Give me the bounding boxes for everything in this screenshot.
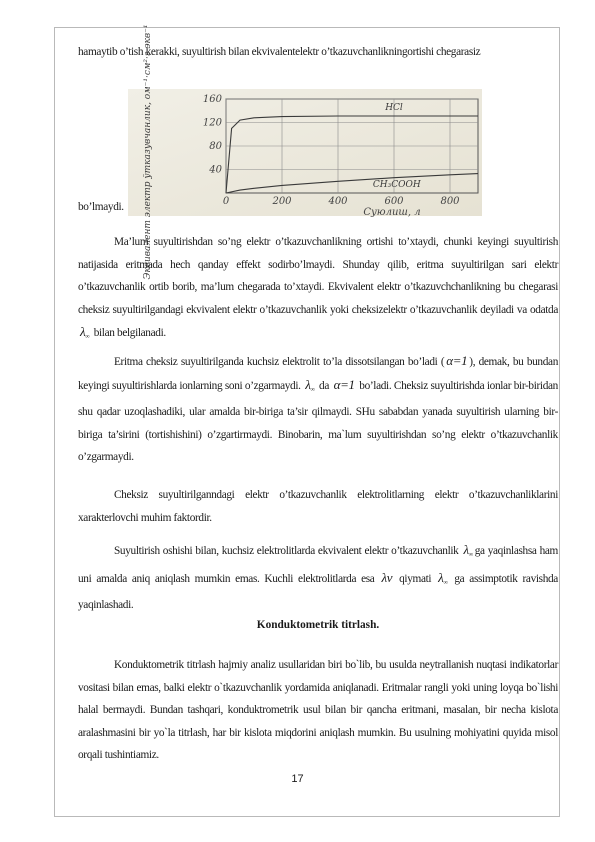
paragraph-4 [78,539,558,617]
lambda-infinity-symbol: $\lambda_\infty$ [438,569,448,586]
paragraph-text: Cheksiz suyultirilganndagi elektr o’tkazuvchanlik elektrolitlarning elektr o’tkazuvchanliklarini xarakterlovchi muhim faktordir. [78,489,558,524]
paragraph-2 [78,350,558,469]
paragraph-1 [78,231,558,349]
section-heading: Konduktometrik titrlash. [256,619,380,631]
series-label-hcl: HCl [385,103,403,114]
paragraph-5 [78,654,558,767]
lambda-v-symbol: λv [381,569,393,585]
paragraph-text: ga assimptotik ravishda yaqinlashadi. [78,572,558,611]
paragraph-text: Suyultirish oshishi bilan, kuchsiz elektrolitlarda ekvivalent elektr o’tkazuvchanlik [114,545,459,557]
paragraph-intro-end [78,196,558,219]
series-label-acetic-acid: CH₃COOH [372,180,421,191]
x-axis-label: Суюлиш, л [363,207,421,218]
paragraph-text: ), demak, bu bundan keyingi suyultirishlarda ionlarning soni o’zgarmaydi. [78,356,558,392]
page-number: 17 [291,773,304,785]
y-tick-label: 120 [202,117,222,129]
lambda-infinity-symbol: $\lambda_\infty$ [80,324,90,340]
x-tick-label: 600 [384,196,404,207]
paragraph-text: bilan belgilanadi. [93,327,166,339]
paragraph-text: qiymati [399,572,432,585]
paragraph-text: ga yaqinlashsa ham uni amalda aniq aniqlash mumkin emas. Kuchli elektrolitlarda esa [78,545,558,585]
lambda-infinity-symbol: $\lambda_\infty$ [463,542,473,558]
x-tick-label: 800 [440,196,460,207]
y-tick-label: 80 [209,141,222,152]
lambda-infinity-symbol: $\lambda_\infty$ [305,376,315,393]
y-tick-label: 160 [202,94,222,105]
paragraph-text: bo’ladi. Cheksiz suyultirishda ionlar bir-biridan shu qadar uzoqlashadiki, ular amalda bir-biriga ta’sir qilmaydi. SHu sababdan yanada suyultirish ularning bir-biriga ta’sirini (tortishishini) o’zgartirmaydi. Binobarin, ma`lum suyultirishdan so’ng elektr o’tkazuvchanlik o’zgarmaydi. [78,379,558,463]
paragraph-text: Eritma cheksiz suyultirilganda kuchsiz elektrolit to’la dissotsilangan bo’ladi ( [114,356,445,368]
y-axis-label-text: Эквивалент электр ўтказувчанлик, ом⁻¹·см²·г-экв⁻¹ [143,24,153,280]
paragraph-text: Ma’lum suyultirishdan so’ng elektr o’tkazuvchanlikning ortishi to’xtaydi, chunki keyingi suyultirish natijasida eritmada hech qanday effekt sodirbo’lmaydi. Shunday qilib, eritma suyultirilgan sari elektr o’tkazuvchanlik ortib borib, ma’lum chegarada to’xtaydi. Ekvivalent elektr o’tkazuvchchanlikning bu chegarasi cheksiz suyultirilgandagi ekvivalent elektr o’tkazuvchanlik yoki cheksizelektr o’tkazuvchanlik deyiladi va odatda [78,236,558,316]
paragraph-text: da [319,379,330,392]
paragraph-text: hamaytib o’tish kerakki, suyultirish bilan ekvivalentelektr o’tkazuvchanlikningortishi chegarasiz [78,46,481,58]
alpha-equals-one: α=1 [333,376,355,392]
alpha-equals-one: α=1 [446,353,468,368]
x-tick-label: 200 [272,196,292,207]
x-tick-label: 0 [222,196,230,207]
paragraph-text: bo’lmaydi. [78,201,124,213]
paragraph-3 [78,484,558,529]
y-tick-label: 40 [209,164,222,176]
x-tick-label: 400 [328,196,348,207]
paragraph-text: Konduktometrik titrlash hajmiy analiz usullaridan biri bo`lib, bu usulda neytrallanish nuqtasi indikatorlar vositasi bilan emas, balki elektr o`tkazuvchanlik yordamida aniqlanadi. Eritmalar rangli yoki uning loyqa bo`lishi halal bermaydi. Bundan tashqari, konduktrometrik usul bilan bir qancha eritmani, masalan, bir necha kislota aralashmasini bir yo`la titrlash, har bir kislota miqdorini aniqlash mumkin. Bu usulning mohiyatini quyida misol orqali tushintiamiz. [78,659,558,761]
